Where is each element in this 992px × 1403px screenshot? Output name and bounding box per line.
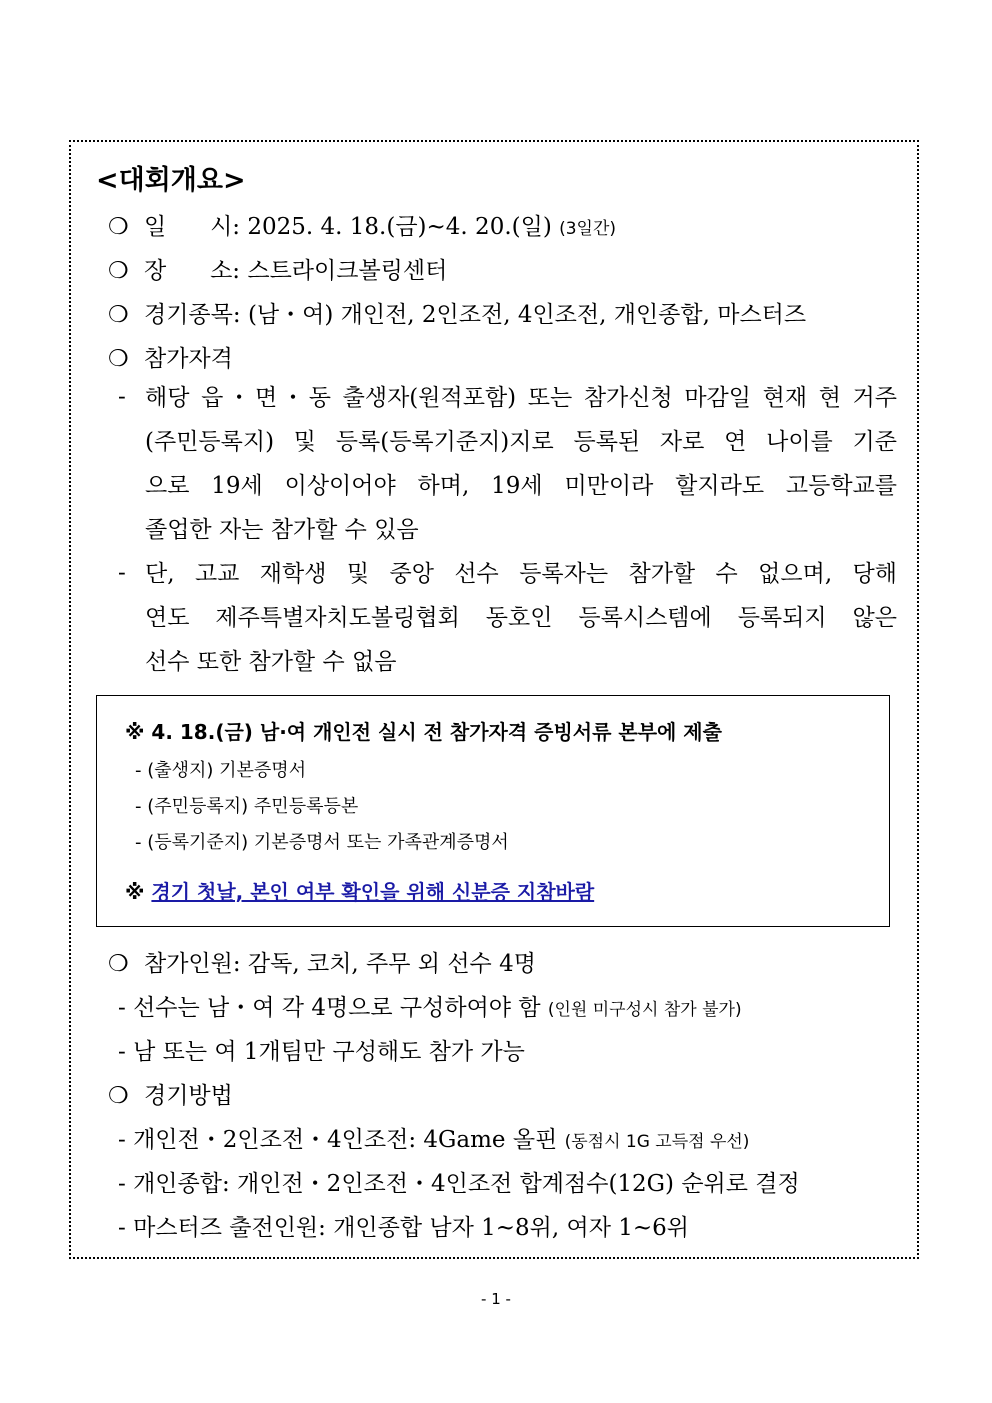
bullet-circle-icon: ❍: [108, 302, 129, 328]
schedule-label: 일 시:: [144, 214, 241, 240]
roster-line-1-note: (인원 미구성시 참가 불가): [547, 1000, 742, 1020]
bullet-circle-icon: ❍: [108, 1083, 129, 1109]
method-row: [108, 1077, 233, 1110]
notice-box: [96, 695, 890, 927]
bullet-circle-icon: ❍: [108, 951, 129, 977]
venue-value: 스트라이크볼링센터: [247, 258, 448, 284]
method-label: 경기방법: [144, 1083, 233, 1109]
venue-row: [108, 252, 447, 285]
notice-warning: [125, 876, 594, 905]
dash-marker: -: [118, 1127, 126, 1153]
method-line-1-note: (동점시 1G 고득점 우선): [564, 1132, 750, 1152]
page-number: - 1 -: [481, 1290, 511, 1308]
bullet-circle-icon: ❍: [108, 346, 129, 372]
eligibility-paragraph-2: [145, 552, 897, 684]
notice-item: - (등록기준지) 기본증명서 또는 가족관계증명서: [135, 832, 509, 853]
dash-marker: -: [118, 560, 126, 586]
notice-item: - (출생지) 기본증명서: [135, 760, 307, 781]
eligibility-paragraph-1: [145, 376, 897, 552]
schedule-note: (3일간): [559, 219, 617, 239]
bullet-circle-icon: ❍: [108, 258, 129, 284]
schedule-row: [108, 208, 616, 241]
method-line-2-text: 개인종합: 개인전・2인조전・4인조전 합계점수(12G) 순위로 결정: [133, 1171, 800, 1197]
method-line-1: [118, 1121, 749, 1154]
page-title: <대회개요>: [96, 165, 246, 196]
eligibility-label: 참가자격: [144, 346, 233, 372]
paragraph-line: 단, 고교 재학생 및 중앙 선수 등록자는 참가할 수 없으며, 당해: [145, 561, 897, 587]
paragraph-line: 졸업한 자는 참가할 수 있음: [145, 517, 419, 543]
roster-line-2: [118, 1033, 525, 1066]
venue-label: 장 소:: [144, 258, 241, 284]
paragraph-line: (주민등록지) 및 등록(등록기준지)지로 등록된 자로 연 나이를 기준: [145, 429, 897, 455]
events-row: [108, 296, 806, 329]
events-label: 경기종목:: [144, 302, 241, 328]
schedule-value: 2025. 4. 18.(금)~4. 20.(일): [247, 214, 552, 240]
notice-item: - (주민등록지) 주민등록등본: [135, 796, 359, 817]
notice-heading: ※ 4. 18.(금) 남·여 개인전 실시 전 참가자격 증빙서류 본부에 제출: [125, 720, 722, 744]
paragraph-line: 해당 읍・면・동 출생자(원적포함) 또는 참가신청 마감일 현재 현 거주: [145, 385, 897, 411]
method-line-1-text: 개인전・2인조전・4인조전: 4Game 올핀: [133, 1127, 558, 1153]
roster-line-1: [118, 989, 742, 1022]
roster-line-1-text: 선수는 남・여 각 4명으로 구성하여야 함: [133, 995, 541, 1021]
method-line-3-text: 마스터즈 출전인원: 개인종합 남자 1~8위, 여자 1~6위: [133, 1215, 690, 1241]
method-line-2: [118, 1165, 800, 1198]
dash-marker: -: [118, 384, 126, 410]
dash-marker: -: [118, 995, 126, 1021]
roster-label: 참가인원: 감독, 코치, 주무 외 선수 4명: [144, 951, 536, 977]
roster-row: [108, 945, 536, 978]
bullet-circle-icon: ❍: [108, 214, 129, 240]
dash-marker: -: [118, 1039, 126, 1065]
dash-marker: -: [118, 1215, 126, 1241]
paragraph-line: 연도 제주특별자치도볼링협회 동호인 등록시스템에 등록되지 않은: [145, 605, 897, 631]
paragraph-line: 선수 또한 참가할 수 없음: [145, 649, 397, 675]
dash-marker: -: [118, 1171, 126, 1197]
paragraph-line: 으로 19세 이상이어야 하며, 19세 미만이라 할지라도 고등학교를: [145, 473, 897, 499]
events-value: (남・여) 개인전, 2인조전, 4인조전, 개인종합, 마스터즈: [247, 302, 807, 328]
eligibility-row: [108, 340, 233, 373]
id-card-warning-text: 경기 첫날, 본인 여부 확인을 위해 신분증 지참바람: [151, 880, 595, 904]
roster-line-2-text: 남 또는 여 1개팀만 구성해도 참가 가능: [133, 1039, 525, 1065]
method-line-3: [118, 1209, 689, 1242]
reference-mark-icon: ※: [125, 880, 145, 904]
